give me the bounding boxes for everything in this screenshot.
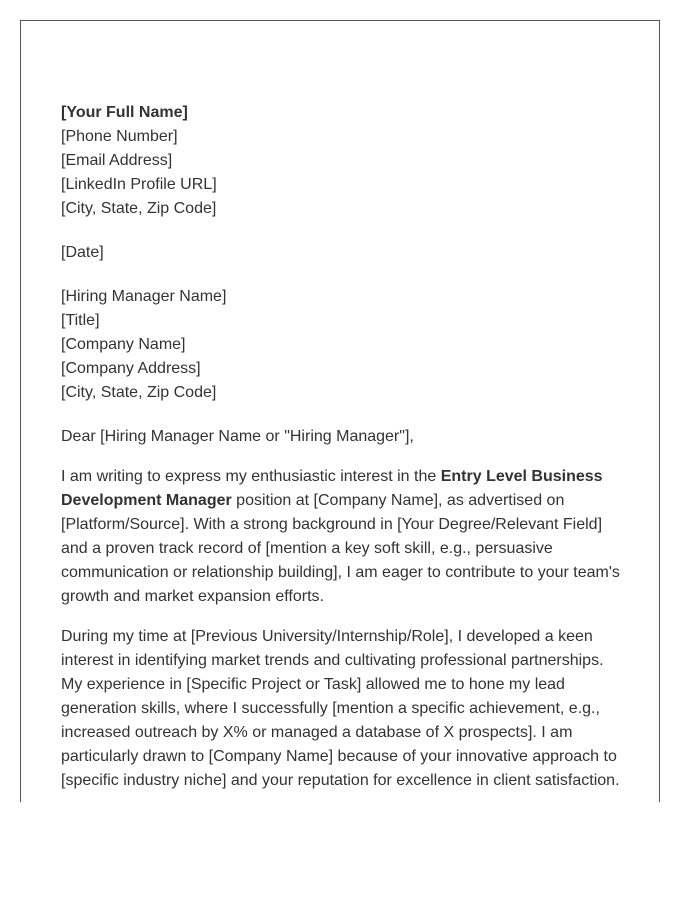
recipient-name: [Hiring Manager Name] — [61, 288, 227, 305]
paragraph-line: [Platform/Source]. With a strong background in [Your Degree/Relevant Field] — [61, 516, 603, 533]
paragraph-line: communication or relationship building], I am eager to contribute to your team's — [61, 564, 620, 581]
paragraph-line: My experience in [Specific Project or Task] allowed me to hone my lead — [61, 676, 565, 693]
paragraph-line: and a proven track record of [mention a key soft skill, e.g., persuasive — [61, 540, 553, 557]
sender-phone: [Phone Number] — [61, 128, 178, 145]
job-title-bold: Development Manager — [61, 492, 232, 509]
paragraph-line: [specific industry niche] and your reputation for excellence in client satisfaction. — [61, 772, 620, 789]
letter-body — [61, 101, 627, 802]
paragraph-line — [61, 489, 627, 513]
sender-block — [61, 101, 627, 221]
paragraph-line: generation skills, where I successfully [mention a specific achievement, e.g., — [61, 700, 600, 717]
letter-date: [Date] — [61, 244, 104, 261]
salutation-block — [61, 425, 627, 449]
text-segment: position at [Company Name], as advertised on — [231, 492, 565, 509]
recipient-address: [Company Address] — [61, 360, 201, 377]
paragraph-line: growth and market expansion efforts. — [61, 588, 324, 605]
sender-linkedin: [LinkedIn Profile URL] — [61, 176, 217, 193]
sender-location: [City, State, Zip Code] — [61, 200, 217, 217]
document-page — [20, 20, 660, 802]
sender-email: [Email Address] — [61, 152, 173, 169]
salutation: Dear [Hiring Manager Name or "Hiring Manager"], — [61, 428, 414, 445]
date-block — [61, 241, 627, 265]
job-title-bold: Entry Level Business — [440, 468, 603, 485]
recipient-location: [City, State, Zip Code] — [61, 384, 217, 401]
paragraph-1 — [61, 465, 627, 609]
sender-name: [Your Full Name] — [61, 104, 188, 121]
recipient-company: [Company Name] — [61, 336, 186, 353]
paragraph-line: During my time at [Previous University/Internship/Role], I developed a keen — [61, 628, 593, 645]
paragraph-line: particularly drawn to [Company Name] because of your innovative approach to — [61, 748, 617, 765]
paragraph-line: increased outreach by X% or managed a database of X prospects]. I am — [61, 724, 573, 741]
recipient-title: [Title] — [61, 312, 100, 329]
recipient-block — [61, 285, 627, 405]
text-segment: I am writing to express my enthusiastic interest in the — [61, 468, 441, 485]
paragraph-2 — [61, 625, 627, 793]
paragraph-line — [61, 465, 627, 489]
paragraph-line: interest in identifying market trends and cultivating professional partnerships. — [61, 652, 604, 669]
